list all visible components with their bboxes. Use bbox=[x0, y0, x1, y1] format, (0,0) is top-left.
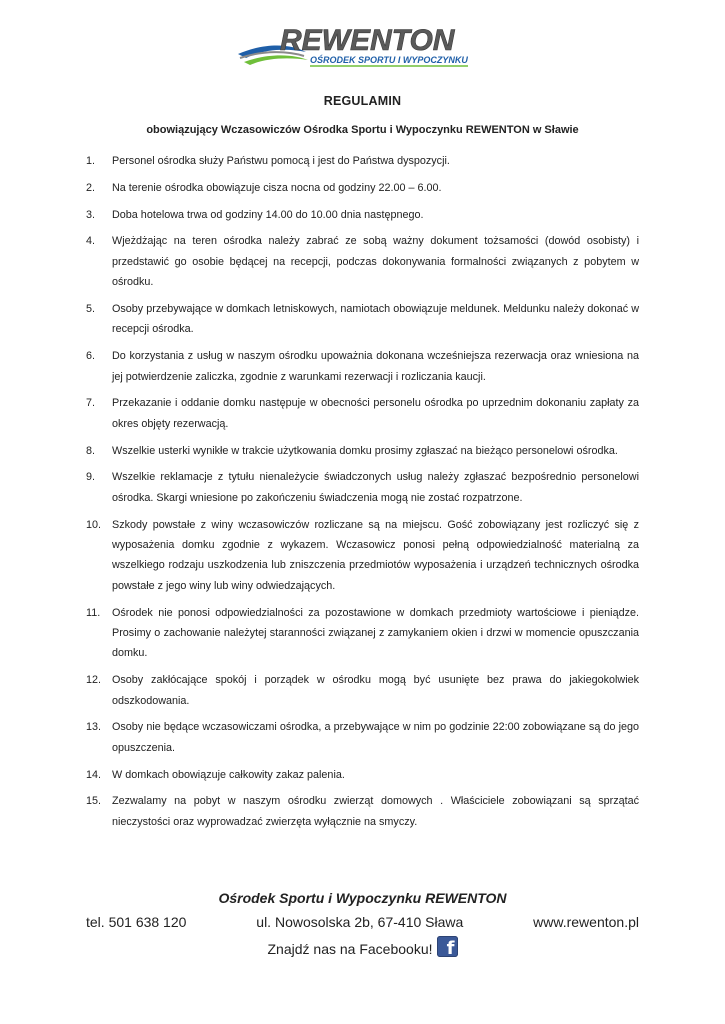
rule-item bbox=[86, 299, 639, 340]
rule-item bbox=[86, 205, 639, 225]
facebook-icon[interactable] bbox=[437, 936, 458, 957]
rule-number: 12. bbox=[86, 674, 102, 687]
rule-item bbox=[86, 717, 639, 758]
rule-item bbox=[86, 765, 639, 785]
rule-text: Osoby przebywające w domkach letniskowych, namiotach obowiązuje meldunek. Meldunku należy dokonać w recepcji ośrodka. bbox=[112, 303, 639, 336]
rule-item bbox=[86, 791, 639, 832]
rule-item bbox=[86, 441, 639, 461]
rule-number: 1. bbox=[86, 155, 96, 167]
footer-phone: tel. 501 638 120 bbox=[86, 914, 187, 930]
rule-text: Osoby zakłócające spokój i porządek w ośrodku mogą być usunięte bez prawa do jakiegokolwiek odszkodowania. bbox=[112, 674, 639, 707]
rule-number: 13. bbox=[86, 721, 102, 734]
rule-text: Doba hotelowa trwa od godziny 14.00 do 10.00 dnia następnego. bbox=[112, 208, 424, 221]
rule-number: 9. bbox=[86, 471, 96, 484]
footer-contact-line bbox=[86, 914, 639, 930]
rule-text: Szkody powstałe z winy wczasowiczów rozliczane są na miejscu. Gość zobowiązany jest rozliczyć się z wyposażenia domku zgodnie z wykazem. Wczasowicz ponosi pełną odpowiedzialność materialną za wszelkiego rodzaju uszkodzenia lub zniszczenia przedmiotów wyposażenia i urządzeń technicznych ośrodka powstałe z jego winy lub winy odwiedzających. bbox=[112, 518, 639, 592]
rule-text: Do korzystania z usług w naszym ośrodku upoważnia dokonana wcześniejsza rezerwacja oraz wniesiona na jej potwierdzenie zaliczka, zgodnie z warunkami rezerwacji i rozliczania kaucji. bbox=[112, 350, 639, 383]
document-title: REGULAMIN bbox=[323, 94, 402, 108]
rule-item bbox=[86, 467, 639, 508]
rules-list bbox=[86, 151, 639, 839]
document-subtitle: obowiązujący Wczasowiczów Ośrodka Sportu i Wypoczynku REWENTON w Sławie bbox=[146, 124, 579, 136]
logo-tagline: OŚRODEK SPORTU I WYPOCZYNKU bbox=[310, 55, 468, 65]
rule-item bbox=[86, 346, 639, 387]
footer-facebook bbox=[0, 937, 725, 959]
rule-text: Wszelkie reklamacje z tytułu nienależycie świadczonych usług należy zgłaszać bezpośrednio personelowi ośrodka. Skargi wniesione po zakończeniu świadczenia mogą nie zostać rozpatrzone. bbox=[112, 471, 639, 504]
footer-company-name: Ośrodek Sportu i Wypoczynku REWENTON bbox=[218, 890, 507, 906]
rule-text: Przekazanie i oddanie domku następuje w obecności personelu ośrodka po uprzednim dokonaniu zapłaty za okres objęty rezerwacją. bbox=[112, 397, 639, 430]
rule-item bbox=[86, 178, 639, 198]
rule-text: Wszelkie usterki wynikłe w trakcie użytkowania domku prosimy zgłaszać na bieżąco personelowi ośrodka. bbox=[112, 444, 618, 457]
logo-graphic bbox=[236, 22, 481, 72]
rule-number: 4. bbox=[86, 235, 96, 248]
rule-text: Personel ośrodka służy Państwu pomocą i jest do Państwa dyspozycji. bbox=[112, 155, 450, 167]
rule-number: 5. bbox=[86, 303, 96, 315]
logo-word: REWENTON bbox=[280, 24, 455, 57]
rule-number: 6. bbox=[86, 350, 96, 363]
rule-number: 8. bbox=[86, 444, 96, 457]
rule-text: Ośrodek nie ponosi odpowiedzialności za pozostawione w domkach przedmioty wartościowe i pieniądze. Prosimy o zachowanie należytej staranności związanej z zamykaniem okien i drzwi w momencie opuszczania domku. bbox=[112, 606, 639, 660]
rule-number: 3. bbox=[86, 208, 96, 221]
rule-item bbox=[86, 231, 639, 292]
rule-item bbox=[86, 151, 639, 171]
rule-item bbox=[86, 393, 639, 434]
rule-item bbox=[86, 603, 639, 664]
rule-text: Zezwalamy na pobyt w naszym ośrodku zwierząt domowych . Właściciele zobowiązani są sprzątać nieczystości oraz wyprowadzać zwierzęta wyłącznie na smyczy. bbox=[112, 795, 639, 828]
rule-text: W domkach obowiązuje całkowity zakaz palenia. bbox=[112, 768, 345, 781]
footer-address: ul. Nowosolska 2b, 67-410 Sława bbox=[256, 914, 464, 930]
rule-number: 7. bbox=[86, 397, 96, 410]
rule-item bbox=[86, 670, 639, 711]
rule-item bbox=[86, 515, 639, 597]
rule-text: Osoby nie będące wczasowiczami ośrodka, a przebywające w nim po godzinie 22:00 zobowiązane są do jego opuszczenia. bbox=[112, 721, 639, 754]
rule-number: 14. bbox=[86, 768, 102, 781]
rewenton-logo bbox=[236, 22, 481, 72]
rule-number: 11. bbox=[86, 606, 101, 619]
facebook-icon-glyph: f bbox=[446, 937, 455, 959]
rule-number: 2. bbox=[86, 181, 96, 194]
facebook-text: Znajdź nas na Facebooku! bbox=[267, 941, 433, 957]
rule-number: 15. bbox=[86, 795, 102, 808]
rule-text: Wjeżdżając na teren ośrodka należy zabrać ze sobą ważny dokument tożsamości (dowód osobisty) i przedstawić go osobie będącej na recepcji, podczas dokonywania formalności związanych z pobytem w ośrodku. bbox=[112, 235, 639, 289]
footer-website[interactable]: www.rewenton.pl bbox=[533, 914, 639, 930]
rule-number: 10. bbox=[86, 518, 102, 531]
rule-text: Na terenie ośrodka obowiązuje cisza nocna od godziny 22.00 – 6.00. bbox=[112, 181, 442, 194]
